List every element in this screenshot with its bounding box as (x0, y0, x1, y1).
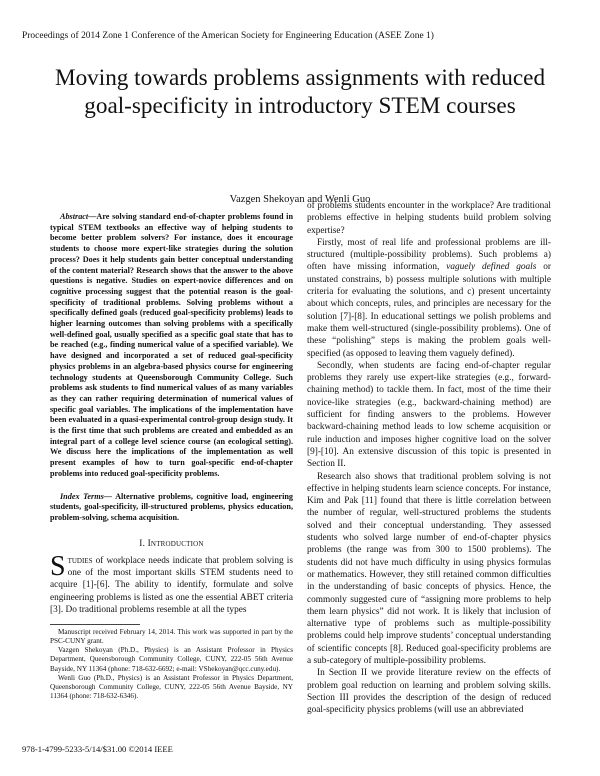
author-line: Vazgen Shekoyan and Wenli Guo (229, 194, 371, 205)
intro-paragraph (50, 550, 293, 616)
index-terms-text: Alternative problems, cognitive load, engineering students, goal-specificity, ill-structured problems, physics education, problem-solving, schema acquisition. (50, 491, 293, 522)
body-paragraph: Secondly, when students are facing end-of-chapter regular problems they rarely use expert-like strategies (e.g., forward-chaining method) to tackle them. In fact, most of the time their novice-like strategies (e.g., backward-chaining method) are sufficient for finding answers to the problems. However backward-chaining method leads to low scheme acquisition or rule induction and imposes higher cognitive load on the solver [9]-[10]. An extensive discussion of this topic is presented in Section II. (307, 360, 551, 470)
intro-lead-smallcaps: tudies (67, 555, 93, 566)
footnote-author-1: Vazgen Shekoyan (Ph.D., Physics) is an Assistant Professor in Physics Department, Queensborough Community College, CUNY, 222-05 56th Avenue Bayside, NY 11364 (phone: 718-632-6692; e-mail: VShekoyan@qcc.cuny.edu). (50, 646, 293, 673)
section-title: Introduction (147, 538, 204, 549)
body-text: or unstated constrains, b) possess multiple solutions with multiple criteria for evaluating the solutions, and c) present uncertainty about which concepts, rules, and principles are necessary for the solution [7]-[8]. In educational settings we polish problems and make them well-structured (single-possibility problems). One of these “polishing” steps is making the problem goals well-specified (as opposed to leaving them vaguely defined). (307, 262, 551, 359)
right-column (307, 200, 551, 716)
body-paragraph: of problems students encounter in the workplace? Are traditional problems effective in helping students build problem solving expertise? (307, 201, 551, 236)
drop-cap: S (50, 550, 66, 582)
footnote-author-2: Wenli Guo (Ph.D., Physics) is an Assistant Professor in Physics Department, Queensborough Community College, CUNY, 222-05 56th Avenue Bayside, NY 11364 (phone: 718-632-6346). (50, 673, 293, 700)
abstract-lead: Abstract— (60, 212, 97, 221)
index-terms-lead: Index Terms— (60, 491, 112, 501)
section-heading-introduction (50, 539, 293, 549)
abstract (50, 212, 293, 480)
section-number: I. (139, 538, 146, 549)
body-paragraph (307, 237, 551, 360)
body-italic-phrase: vaguely defined goals (446, 262, 537, 273)
body-paragraph: In Section II we provide literature review on the effects of problem goal reduction on learning and problem solving skills. Section III provides the description of the design of reduced goal-specificity physics problems (will use an abbreviated (307, 668, 551, 716)
intro-text: of workplace needs indicate that problem solving is one of the most important skills STEM students need to acquire [1]-[6]. The ability to identify, formulate and solve engineering problems is listed as one the essential ABET criteria [3]. Do traditional problems resemble at all the types (50, 555, 293, 615)
index-terms (50, 492, 293, 524)
body-text: Firstly, most of real life and professional problems are ill-structured (multiple-possibility problems). Such problems a) often have missing information, (307, 237, 551, 273)
abstract-text: Are solving standard end-of-chapter problems found in typical STEM textbooks an effective way of helping students to become better problem solvers? For instance, does it encourage students to choose more expert-like strategies during the solution process? Does it help students gain better conceptual understanding of the content material? Research shows that the answer to the above questions is negative. Studies on expert-novice differences and on cognitive processing suggest that the potential reason is the goal-specificity of traditional problems. Solving problems without a specifically defined goals (reduced goal-specificity problems) leads to higher learning outcomes than solving problems with a specifically well-defined goal, usually specified as a specific goal state that has to be reached (e.g., finding numerical value of a specified variable). We have designed and incorporated a set of reduced goal-specificity physics problems in an algebra-based physics course for engineering technology students at Queensborough Community College. Such problems ask students to find numerical values of as many variables as they can rather requiring determination of numerical values of specific goal variables. The implications of the implementation have been evaluated in a quasi-experimental control-group design study. It is the first time that such problems are created and embedded as an integral part of a college level science course (an ecological setting). We discuss here the implications of the implementation as well present examples of how to turn goal-specific end-of-chapter problems into reduced goal-specificity problems. (50, 212, 293, 478)
running-head: Proceedings of 2014 Zone 1 Conference of the American Society for Engineering Education (ASEE Zone 1) (22, 31, 434, 41)
footnote-rule (50, 624, 140, 625)
body-paragraph: Research also shows that traditional problem solving is not effective in helping students learn science concepts. For instance, Kim and Pak [11] found that there is little correlation between the number of regular, well-structured problems the students solved and their conceptual understanding. They assessed students who solved large number of end-of-chapter physics problems (the range was from 300 to 1500 problems). The students did not have much difficulty in using physics formulas or mathematics. However, they still retained common difficulties in the understanding of basic concepts of physics. Hence, the commonly suggested cure of “assigning more problems to help them learn physics” did not work. It is likely that inclusion of alternative type of problems such as multiple-possibility problems could help improve students’ conceptual understanding of scientific concepts [8]. Reduced goal-specificity problems are a sub-category of multiple-possibility problems. (307, 471, 551, 666)
paper-title: Moving towards problems assignments with reduced goal-specificity in introductory STEM courses (54, 65, 546, 119)
footnote-manuscript: Manuscript received February 14, 2014. This work was supported in part by the PSC-CUNY grant. (50, 628, 293, 646)
left-column (50, 212, 293, 701)
isbn-copyright: 978-1-4799-5233-5/14/$31.00 ©2014 IEEE (22, 744, 173, 754)
